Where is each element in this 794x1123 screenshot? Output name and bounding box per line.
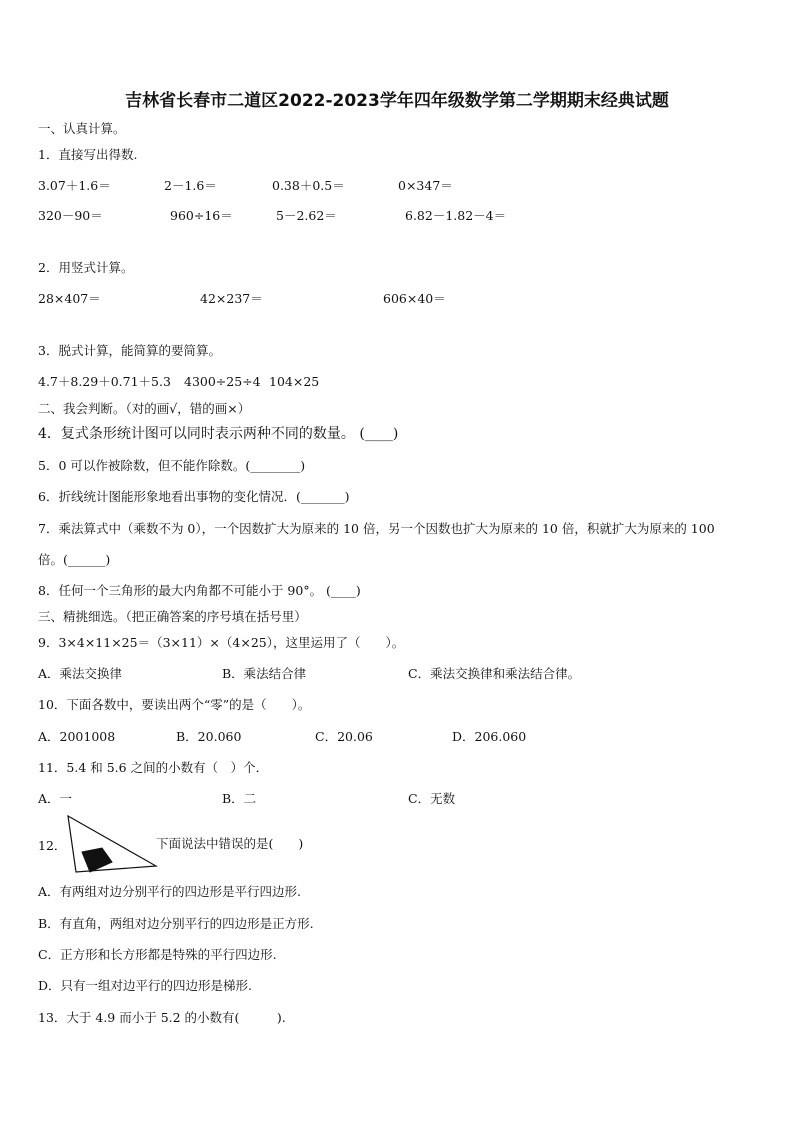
q3-item: 4.7＋8.29＋0.71＋5.3 <box>38 374 171 389</box>
q12-option-a: A．有两组对边分别平行的四边形是平行四边形. <box>38 884 302 899</box>
section-3-heading: 三、精挑细选。（把正确答案的序号填在括号里） <box>38 609 307 624</box>
question-12-stem: 下面说法中错误的是( ) <box>156 836 304 851</box>
q1-item: 320－90＝ <box>38 208 103 223</box>
q3-item: 4300÷25÷4 <box>184 374 261 389</box>
question-4: 4．复式条形统计图可以同时表示两种不同的数量。 (____) <box>38 426 399 442</box>
q11-option-b: B．二 <box>222 791 257 806</box>
question-13: 13．大于 4.9 而小于 5.2 的小数有( ). <box>38 1010 286 1025</box>
q2-item: 606×40＝ <box>383 291 446 306</box>
section-1-heading: 一、认真计算。 <box>38 121 126 136</box>
q2-item: 42×237＝ <box>200 291 263 306</box>
question-9-stem: 9．3×4×11×25＝（3×11）×（4×25），这里运用了（ ）。 <box>38 635 405 650</box>
q1-item: 0×347＝ <box>398 178 453 193</box>
triangle-outline <box>68 816 156 872</box>
question-12-number: 12． <box>38 838 67 853</box>
section-2-heading: 二、我会判断。（对的画√，错的画×） <box>38 401 251 416</box>
question-1-stem: 1．直接写出得数. <box>38 147 138 162</box>
q1-item: 6.82－1.82－4＝ <box>405 208 507 223</box>
q1-item: 960÷16＝ <box>170 208 233 223</box>
page-title: 吉林省长春市二道区2022-2023学年四年级数学第二学期期末经典试题 <box>125 91 669 111</box>
question-7-line-1: 7．乘法算式中（乘数不为 0），一个因数扩大为原来的 10 倍，另一个因数也扩大为原来的 10 倍，积就扩大为原来的 100 <box>38 521 715 536</box>
q3-item: 104×25 <box>269 374 320 389</box>
q11-option-c: C．无数 <box>408 791 456 806</box>
question-7-line-2: 倍。(______) <box>38 552 111 567</box>
question-5: 5．0 可以作被除数，但不能作除数。(________) <box>38 458 306 473</box>
question-3-stem: 3．脱式计算，能简算的要简算。 <box>38 343 221 358</box>
q12-option-d: D．只有一组对边平行的四边形是梯形. <box>38 978 252 993</box>
q1-item: 5－2.62＝ <box>276 208 337 223</box>
filled-quadrilateral <box>82 848 112 872</box>
q10-option-d: D．206.060 <box>452 729 527 744</box>
q12-option-c: C．正方形和长方形都是特殊的平行四边形. <box>38 947 277 962</box>
question-2-stem: 2．用竖式计算。 <box>38 260 134 275</box>
question-10-stem: 10．下面各数中，要读出两个“零”的是（ ）。 <box>38 697 311 712</box>
question-6: 6．折线统计图能形象地看出事物的变化情况．(_______) <box>38 489 350 504</box>
q10-option-a: A．2001008 <box>38 729 116 744</box>
q11-option-a: A．一 <box>38 791 73 806</box>
q9-option-a: A．乘法交换律 <box>38 666 123 681</box>
q1-item: 2－1.6＝ <box>164 178 217 193</box>
q10-option-b: B．20.060 <box>176 729 242 744</box>
q9-option-c: C．乘法交换律和乘法结合律。 <box>408 666 581 681</box>
question-8: 8．任何一个三角形的最大内角都不可能小于 90°。 (____) <box>38 583 361 598</box>
q9-option-b: B．乘法结合律 <box>222 666 307 681</box>
q1-item: 0.38＋0.5＝ <box>272 178 345 193</box>
q12-option-b: B．有直角，两组对边分别平行的四边形是正方形. <box>38 916 314 931</box>
q10-option-c: C．20.06 <box>315 729 373 744</box>
q1-item: 3.07＋1.6＝ <box>38 178 111 193</box>
q2-item: 28×407＝ <box>38 291 101 306</box>
triangle-quadrilateral-figure <box>64 814 160 878</box>
question-11-stem: 11．5.4 和 5.6 之间的小数有（ ）个． <box>38 760 269 775</box>
